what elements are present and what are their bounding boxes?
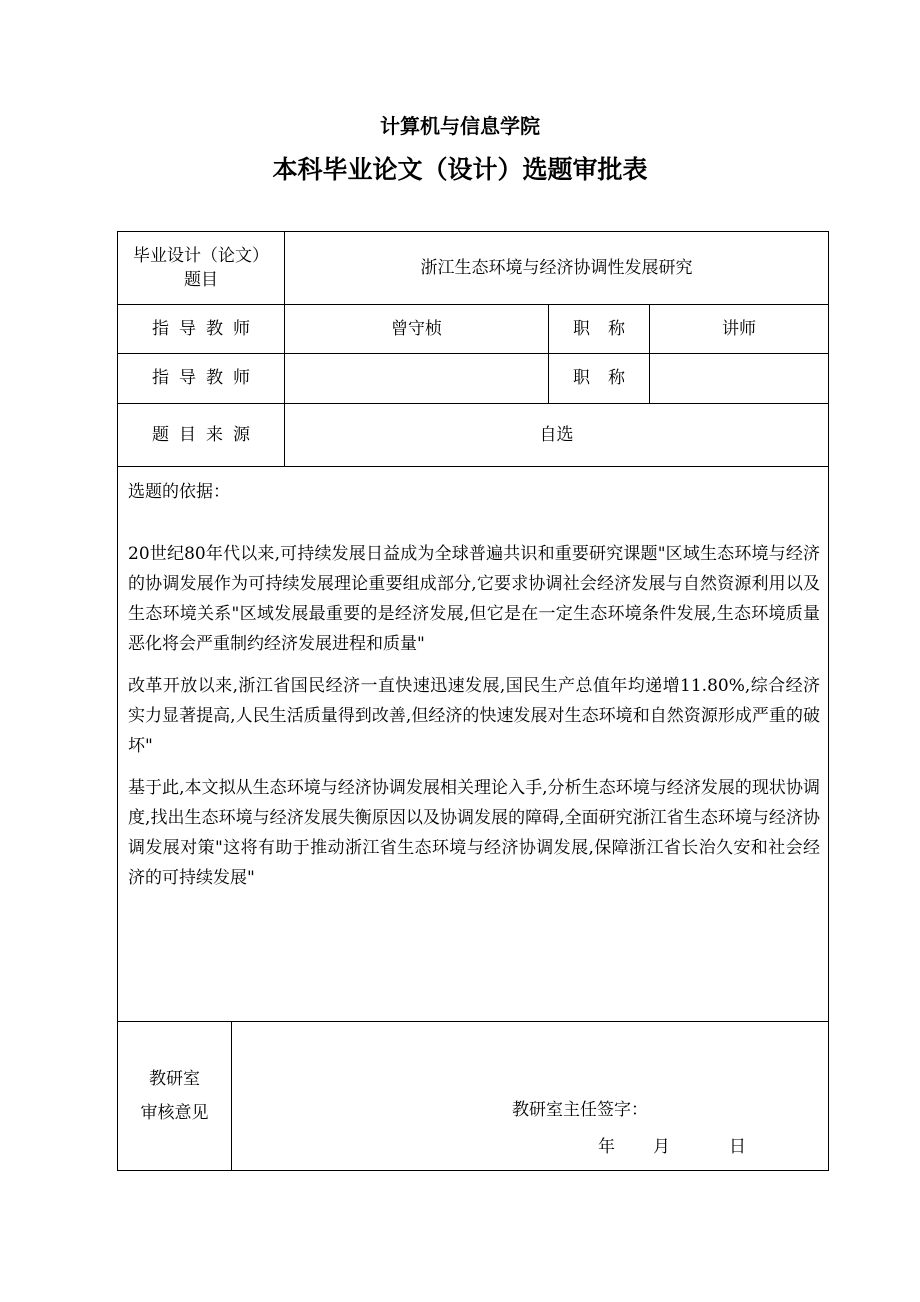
advisor2-name [285,353,548,403]
review-label-line1: 教研室 [149,1069,200,1089]
form-title: 本科毕业论文（设计）选题审批表 [272,155,648,184]
source-value: 自选 [539,424,574,445]
advisor1-label: 指导教师 [152,318,260,339]
topic-label [118,232,284,304]
basis-paragraph: 基于此,本文拟从生态环境与经济协调发展相关理论入手,分析生态环境与经济发展的现状协调度,找出生态环境与经济发展失衡原因以及协调发展的障碍,全面研究浙江省生态环境与经济协调发展对策"这将有助于推动浙江省生态环境与经济协调发展,保障浙江省长治久安和社会经济的可持续发展" [128,778,820,888]
review-label [118,1022,231,1170]
date-year-label: 年 [598,1137,615,1157]
date-day-label: 日 [729,1137,746,1157]
topic-label-line2: 题目 [184,270,218,290]
topic-value: 浙江生态环境与经济协调性发展研究 [420,258,693,278]
advisor2-label: 指导教师 [152,368,260,388]
basis-paragraph: 改革开放以来,浙江省国民经济一直快速迅速发展,国民生产总值年均递增11.80%,综合经济实力显著提高,人民生活质量得到改善,但经济的快速发展对生态环境和自然资源形成严重的破坏" [128,676,820,756]
advisor2-title-value [650,353,828,403]
basis-content [128,477,820,905]
approval-form-table [117,231,829,1171]
review-content [232,1022,828,1170]
review-label-line2: 审核意见 [140,1103,209,1123]
basis-heading: 选题的依据： [128,482,230,502]
advisor1-name: 曾守桢 [391,318,442,339]
advisor1-title-label: 职称 [573,318,643,339]
basis-section [118,467,828,1021]
advisor2-title-label: 职称 [573,368,643,388]
school-name: 计算机与信息学院 [380,114,540,138]
basis-paragraph: 20世纪80年代以来,可持续发展日益成为全球普遍共识和重要研究课题"区域生态环境与经济的协调发展作为可持续发展理论重要组成部分,它要求协调社会经济发展与自然资源利用以及生态环境关系"区域发展最重要的是经济发展,但它是在一定生态环境条件发展,生态环境质量恶化将会严重制约经济发展进程和质量" [128,544,820,654]
topic-label-line1: 毕业设计（论文） [133,246,269,266]
date-month-label: 月 [653,1137,670,1157]
source-label: 题目来源 [152,424,260,445]
director-signature-label: 教研室主任签字： [512,1100,648,1120]
advisor1-title-value: 讲师 [722,318,756,339]
